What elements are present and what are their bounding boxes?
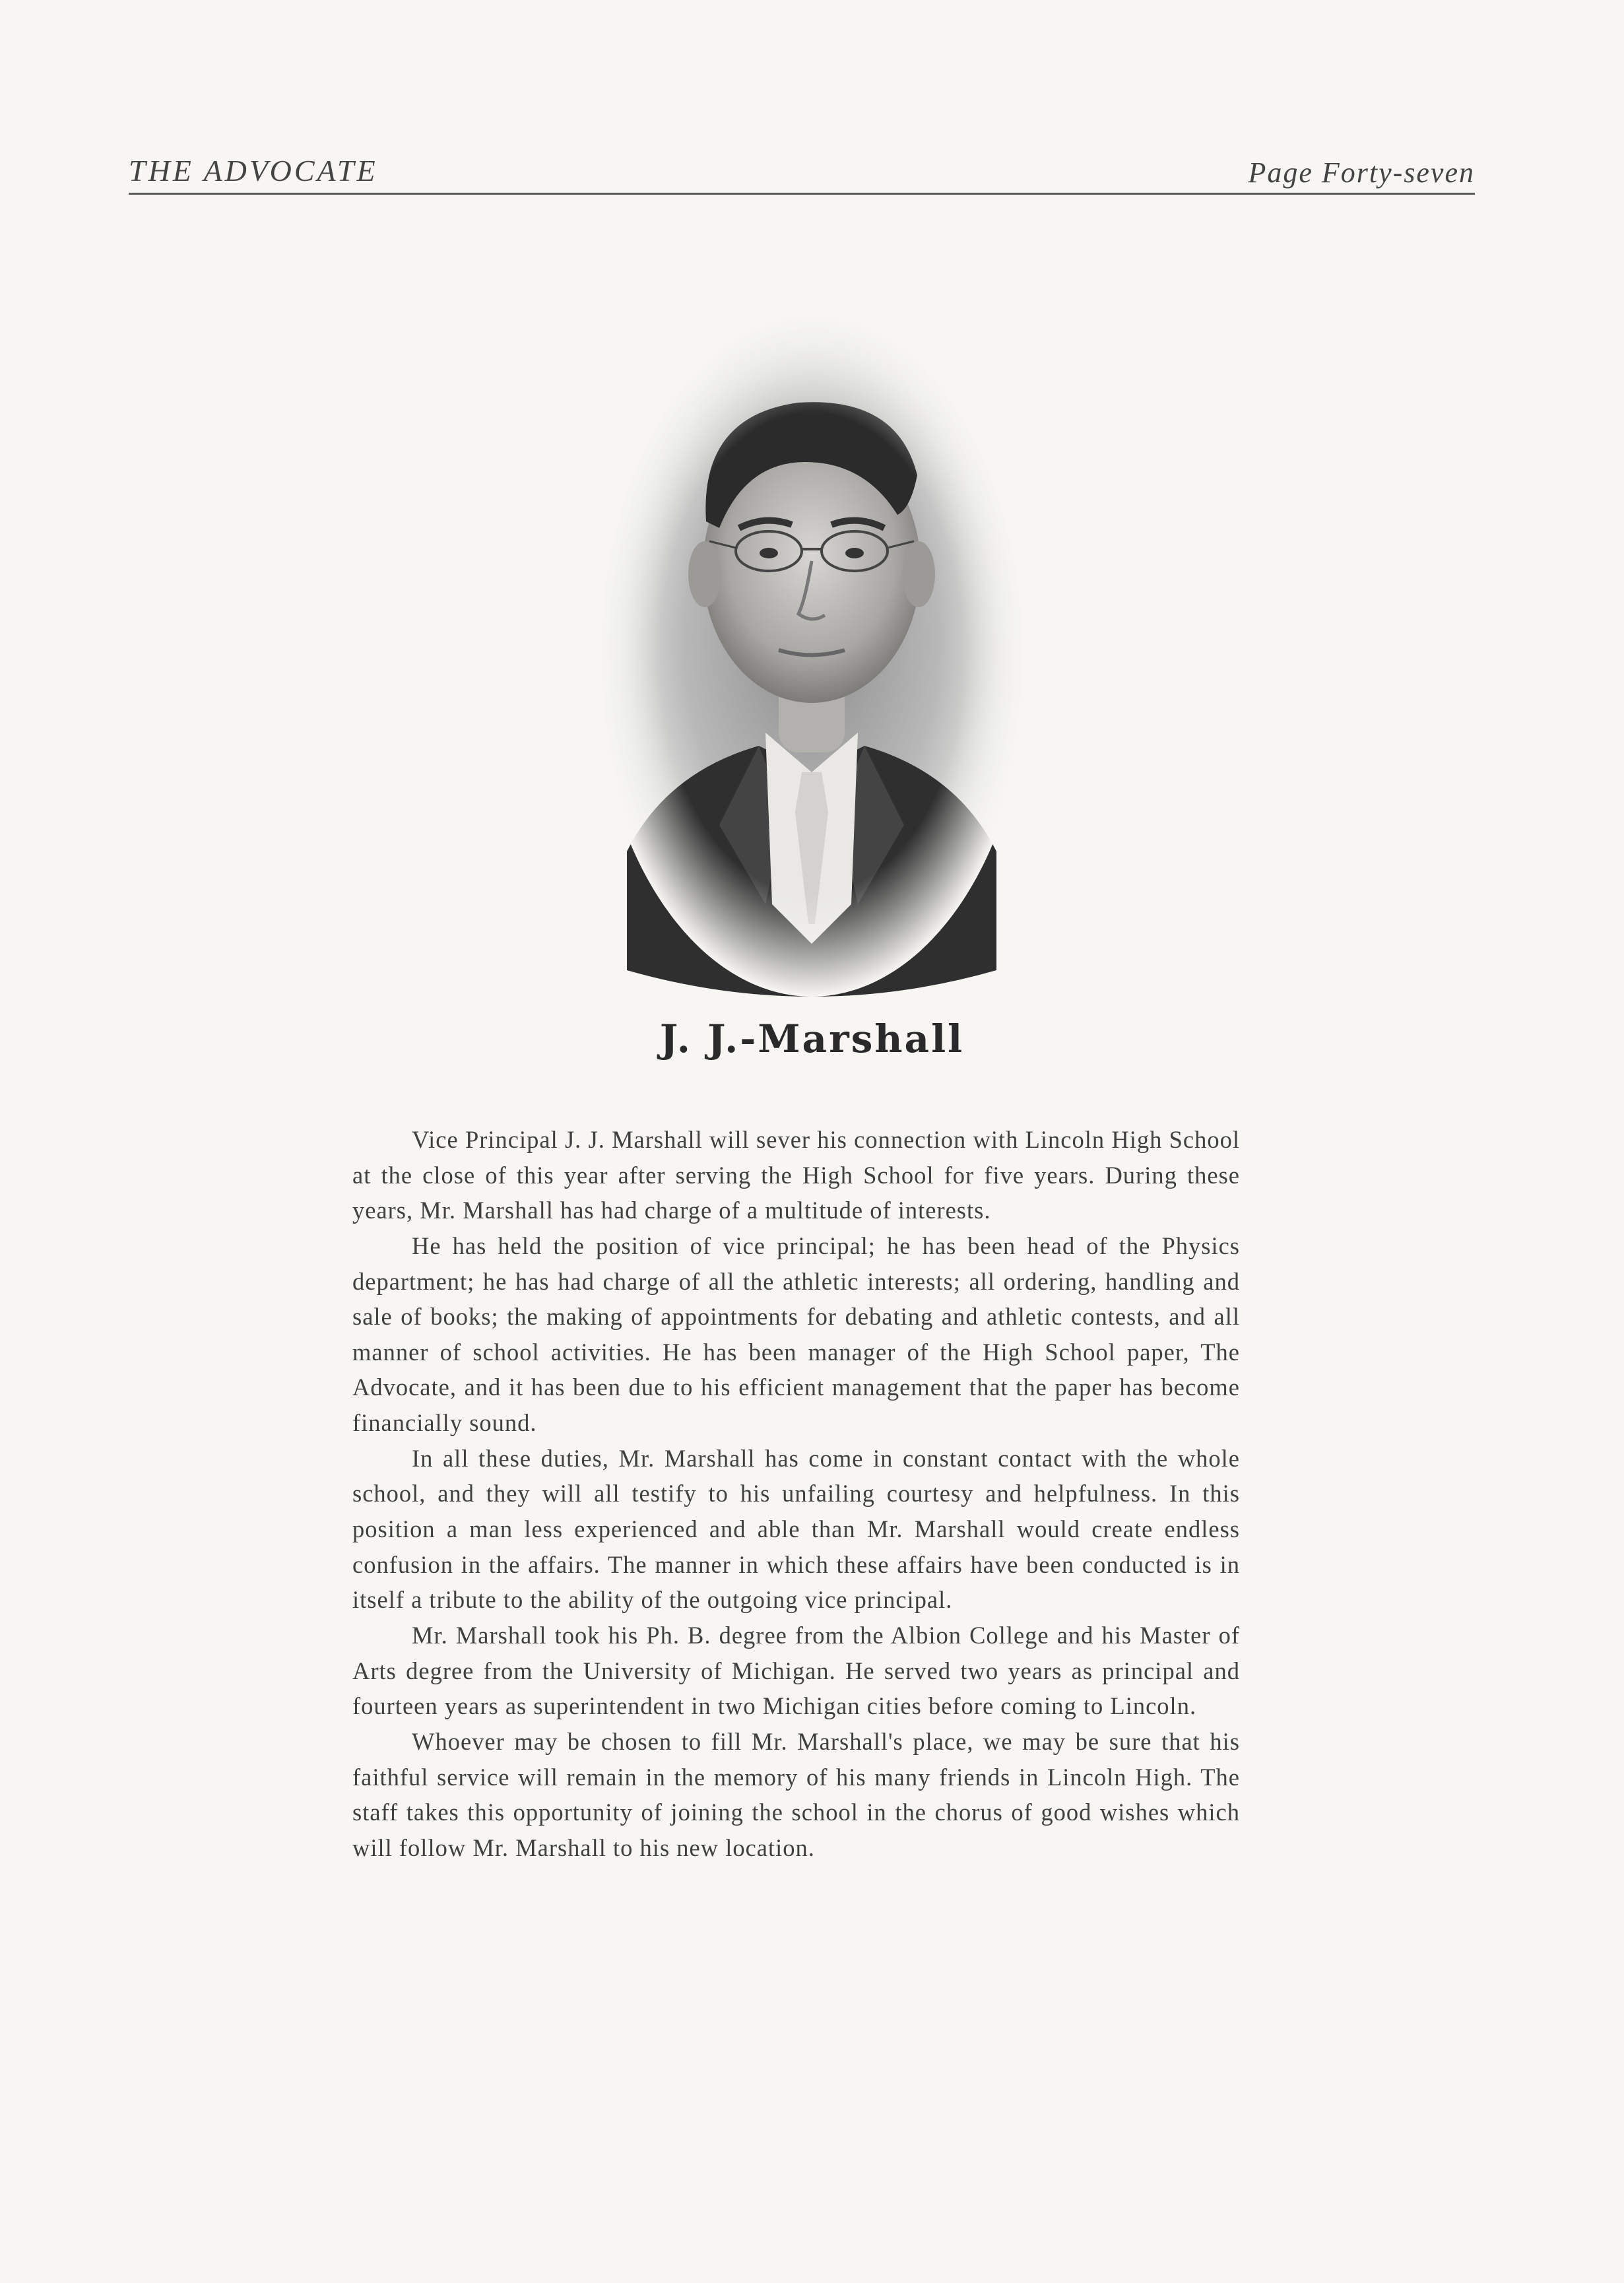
- paragraph-2: He has held the position of vice principal; he has been head of the Physics department; he has had charge of all the athletic interests; all ordering, handling and sale of books; the making of appointments for debating and athletic contests, and all manner of school activities. He has been manager of the High School paper, The Advocate, and it has been due to his efficient management that the paper has become financially sound.: [352, 1232, 1240, 1437]
- paragraph-4: Mr. Marshall took his Ph. B. degree from the Albion College and his Master of Arts degree from the University of Michigan. He served two years as principal and fourteen years as superintendent in two Michigan cities before coming to Lincoln.: [352, 1621, 1240, 1720]
- publication-name: THE ADVOCATE: [129, 154, 378, 187]
- article-body: [352, 1122, 1240, 1865]
- paragraph-1: Vice Principal J. J. Marshall will sever his connection with Lincoln High School at the close of this year after serving the High School for five years. During these years, Mr. Marshall has had charge of a multitude of interests.: [352, 1126, 1240, 1224]
- page-number: Page Forty-seven: [1248, 156, 1475, 189]
- article-title: J. J.-Marshall: [659, 1016, 965, 1061]
- paragraph-3: In all these duties, Mr. Marshall has come in constant contact with the whole school, and they will all testify to his unfailing courtesy and helpfulness. In this position a man less experienced and able than Mr. Marshall would create endless confusion in the affairs. The manner in which these affairs have been conducted is in itself a tribute to the ability of the outgoing vice principal.: [352, 1444, 1240, 1614]
- portrait-photo-icon: [587, 310, 1036, 1010]
- page-header: [129, 153, 1475, 195]
- paragraph-5: Whoever may be chosen to fill Mr. Marshall's place, we may be sure that his faithful service will remain in the memory of his many friends in Lincoln High. The staff takes this opportunity of joining the school in the chorus of good wishes which will follow Mr. Marshall to his new location.: [352, 1727, 1240, 1861]
